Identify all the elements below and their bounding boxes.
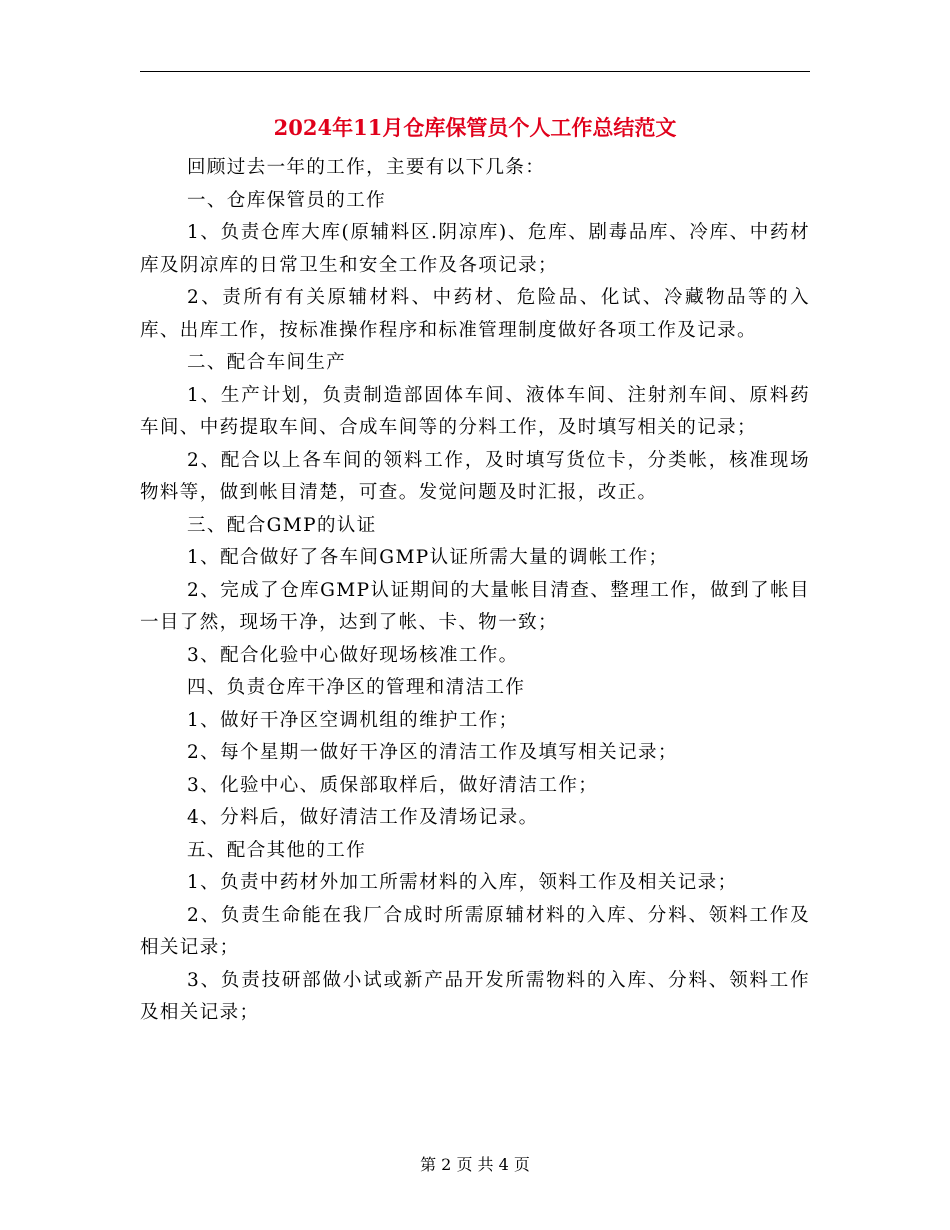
paragraph: 3、化验中心、质保部取样后，做好清洁工作； bbox=[187, 774, 599, 796]
paragraph: 4、分料后，做好清洁工作及清场记录。 bbox=[187, 807, 539, 828]
paragraph: 回顾过去一年的工作，主要有以下几条： bbox=[187, 157, 546, 178]
page-number-footer: 第 2 页 共 4 页 bbox=[420, 1155, 530, 1174]
paragraph: 1、负责中药材外加工所需材料的入库，领料工作及相关记录； bbox=[187, 872, 738, 893]
section-heading: 二、配合车间生产 bbox=[187, 352, 347, 373]
paragraph: 1、负责仓库大库(原辅料区.阴凉库)、危库、剧毒品库、冷库、中药材库及阴凉库的日常卫生和安全工作及各项记录； bbox=[140, 222, 810, 276]
header-rule bbox=[140, 71, 810, 72]
paragraph: 2、负责生命能在我厂合成时所需原辅材料的入库、分料、领料工作及相关记录； bbox=[140, 904, 810, 958]
paragraph: 3、负责技研部做小试或新产品开发所需物料的入库、分料、领料工作及相关记录； bbox=[140, 969, 810, 1023]
section-heading: 四、负责仓库干净区的管理和清洁工作 bbox=[187, 677, 526, 698]
paragraph: 2、完成了仓库GMP认证期间的大量帐目清查、整理工作，做到了帐目一目了然，现场干净，达到了帐、卡、物一致； bbox=[140, 579, 810, 633]
paragraph: 2、责所有有关原辅材料、中药材、危险品、化试、冷藏物品等的入库、出库工作，按标准操作程序和标准管理制度做好各项工作及记录。 bbox=[140, 287, 810, 341]
paragraph: 1、配合做好了各车间GMP认证所需大量的调帐工作； bbox=[187, 547, 669, 568]
paragraph: 2、每个星期一做好干净区的清洁工作及填写相关记录； bbox=[187, 742, 678, 763]
paragraph: 2、配合以上各车间的领料工作，及时填写货位卡，分类帐，核准现场物料等，做到帐目清楚，可查。发觉问题及时汇报，改正。 bbox=[140, 449, 810, 503]
section-heading: 五、配合其他的工作 bbox=[187, 839, 367, 861]
paragraph: 1、生产计划，负责制造部固体车间、液体车间、注射剂车间、原料药车间、中药提取车间、合成车间等的分料工作，及时填写相关的记录； bbox=[140, 384, 810, 438]
paragraph: 3、配合化验中心做好现场核准工作。 bbox=[187, 644, 519, 666]
document-body bbox=[140, 152, 810, 1030]
document-title: 2024年11月仓库保管员个人工作总结范文 bbox=[273, 115, 677, 140]
paragraph: 1、做好干净区空调机组的维护工作； bbox=[187, 709, 519, 731]
section-heading: 一、仓库保管员的工作 bbox=[187, 189, 387, 211]
section-heading: 三、配合GMP的认证 bbox=[187, 514, 377, 536]
